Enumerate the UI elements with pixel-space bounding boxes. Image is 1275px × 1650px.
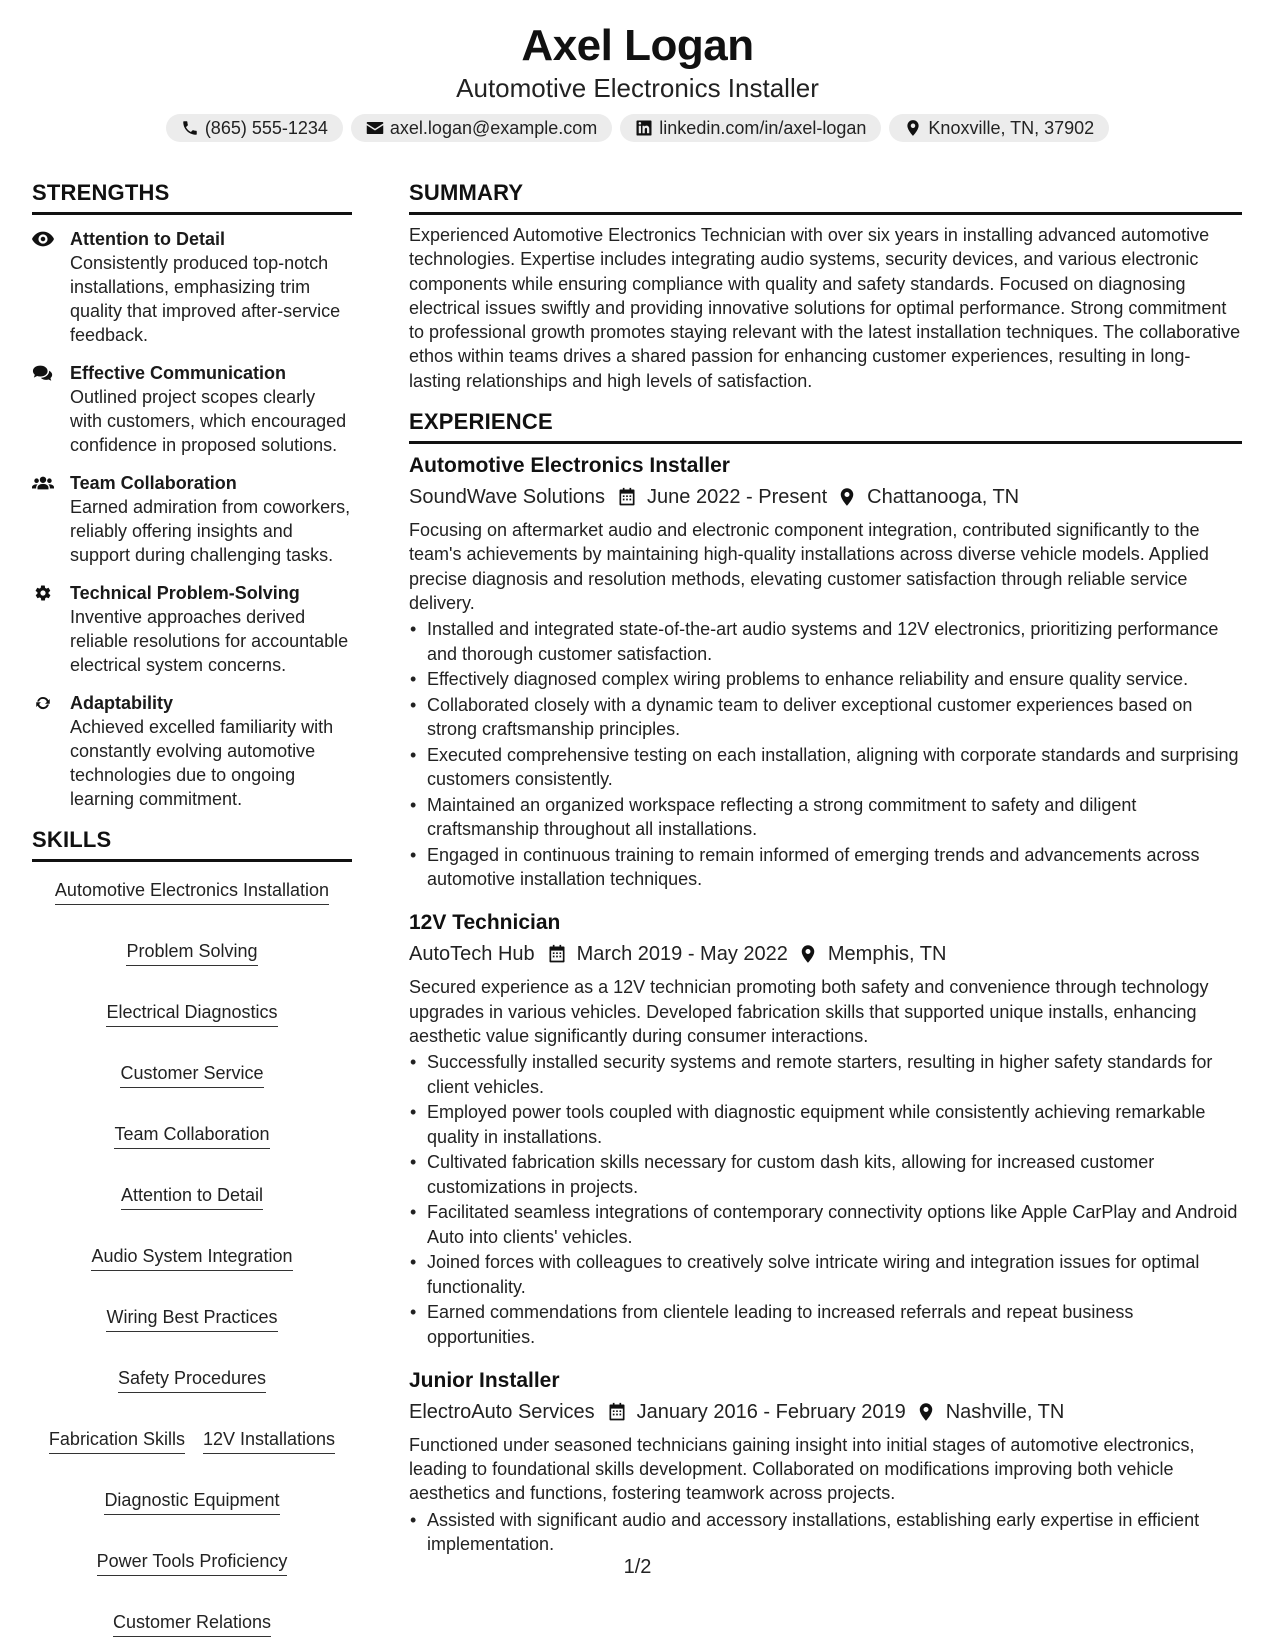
left-column [32, 178, 352, 1637]
summary-heading: SUMMARY [409, 178, 1242, 215]
skills-heading: SKILLS [32, 825, 352, 862]
bullet-item: • Employed power tools coupled with diagnostic equipment while consistently achieving remarkable quality in installations. [409, 1100, 1242, 1149]
comments-icon [32, 364, 54, 382]
users-icon [32, 474, 54, 492]
bullet-item: • Engaged in continuous training to remain informed of emerging trends and advancements across automotive installation techniques. [409, 843, 1242, 892]
candidate-title: Automotive Electronics Installer [456, 73, 819, 103]
skill-tag: Power Tools Proficiency [97, 1549, 288, 1576]
job-entry [409, 1367, 1242, 1556]
job-description: Focusing on aftermarket audio and electronic component integration, contributed significantly to the team's achievements by maintaining high-quality installations across diverse vehicle models. Applied precise diagnosis and resolution methods, elevating customer satisfaction through reliable service delivery. [409, 520, 1209, 613]
strength-title: Attention to Detail [70, 229, 225, 249]
page-number: 1/2 [623, 1556, 652, 1578]
job-meta [409, 939, 1242, 969]
sync-icon [32, 694, 54, 712]
eye-icon [32, 230, 54, 248]
linkedin-chip[interactable] [620, 114, 881, 142]
strength-description: Outlined project scopes clearly with customers, which encouraged confidence in proposed solutions. [70, 387, 347, 455]
candidate-name: Axel Logan [521, 21, 754, 70]
company-name: AutoTech Hub [409, 943, 535, 966]
company-name: SoundWave Solutions [409, 486, 606, 509]
calendar-icon [607, 1402, 627, 1422]
phone-chip[interactable] [166, 114, 343, 142]
skills-list [32, 878, 352, 1637]
bullet-item: • Effectively diagnosed complex wiring problems to enhance reliability and ensure quality service. [409, 667, 1242, 691]
strength-item [32, 471, 352, 567]
bullet-item: • Joined forces with colleagues to creatively solve intricate wiring and integration issues for optimal functionality. [409, 1250, 1242, 1299]
map-pin-icon [837, 487, 857, 507]
job-location: Memphis, TN [827, 943, 947, 966]
skill-tag: Automotive Electronics Installation [55, 878, 329, 905]
strength-item [32, 361, 352, 457]
bullet-item: • Maintained an organized workspace reflecting a strong commitment to safety and diligent craftsmanship throughout all installations. [409, 793, 1242, 842]
strength-description: Earned admiration from coworkers, reliably offering insights and support during challenging tasks. [70, 497, 351, 565]
job-location: Nashville, TN [945, 1400, 1065, 1423]
gear-icon [32, 584, 54, 602]
job-meta [409, 1397, 1242, 1427]
strength-title: Effective Communication [70, 363, 287, 383]
job-location: Chattanooga, TN [867, 486, 1020, 509]
bullet-item: • Earned commendations from clientele leading to increased referrals and repeat business opportunities. [409, 1300, 1242, 1349]
strength-description: Consistently produced top-notch installations, emphasizing trim quality that improved after-service feedback. [70, 253, 341, 345]
job-bullets [409, 617, 1242, 891]
skill-tag: Customer Service [120, 1061, 263, 1088]
job-title: 12V Technician [409, 911, 561, 935]
experience-heading: EXPERIENCE [409, 407, 1242, 444]
skill-tag: Audio System Integration [91, 1244, 292, 1271]
company-name: ElectroAuto Services [409, 1400, 595, 1423]
bullet-item: • Successfully installed security systems and remote starters, resulting in higher safety standards for client vehicles. [409, 1050, 1242, 1099]
strength-title: Technical Problem-Solving [70, 583, 300, 603]
calendar-icon [547, 944, 567, 964]
map-pin-icon [904, 119, 922, 137]
job-dates: March 2019 - May 2022 [576, 943, 788, 966]
resume-header [0, 20, 1275, 142]
job-title: Junior Installer [409, 1368, 560, 1392]
location-chip [889, 114, 1109, 142]
skill-tag: Fabrication Skills [49, 1427, 185, 1454]
job-description: Secured experience as a 12V technician promoting both safety and convenience through technology upgrades in various vehicles. Developed fabrication skills that supported unique installs, enhancing aesthetic value significantly during consumer interactions. [409, 977, 1209, 1047]
job-dates: January 2016 - February 2019 [636, 1400, 906, 1423]
bullet-item: • Cultivated fabrication skills necessary for custom dash kits, allowing for increased customer customizations in projects. [409, 1150, 1242, 1199]
skill-tag: Safety Procedures [118, 1366, 266, 1393]
calendar-icon [617, 487, 637, 507]
linkedin-icon [635, 119, 653, 137]
job-bullets [409, 1050, 1242, 1349]
location-text: Knoxville, TN, 37902 [928, 117, 1095, 138]
right-column [409, 178, 1242, 1558]
job-description: Functioned under seasoned technicians gaining insight into initial stages of automotive electronics, leading to foundational skills development. Collaborated on modifications improving both vehicle aesthetics and functions, fostering teamwork across projects. [409, 1434, 1195, 1504]
skill-tag: Customer Relations [113, 1610, 271, 1637]
strength-item [32, 581, 352, 677]
envelope-icon [366, 119, 384, 137]
strength-item [32, 691, 352, 811]
skill-tag: 12V Installations [203, 1427, 335, 1454]
linkedin-text: linkedin.com/in/axel-logan [659, 117, 867, 138]
bullet-item: • Installed and integrated state-of-the-art audio systems and 12V electronics, prioritizing performance and thorough customer satisfaction. [409, 617, 1242, 666]
bullet-item: • Collaborated closely with a dynamic team to deliver exceptional customer experiences based on strong craftsmanship principles. [409, 693, 1242, 742]
job-entry [409, 452, 1242, 891]
phone-text: (865) 555-1234 [204, 117, 328, 138]
job-entry [409, 909, 1242, 1348]
summary-text: Experienced Automotive Electronics Technician with over six years in installing advanced automotive technologies. Expertise includes integrating audio systems, security devices, and various electronic components while ensuring compliance with quality and safety standards. Focused on diagnosing electrical issues swiftly and providing innovative solutions for optimal performance. Strong commitment to professional growth promotes staying relevant with the latest installation techniques. The collaborative ethos within teams drives a shared passion for enhancing customer experiences, resulting in long-lasting relationships and high levels of satisfaction. [409, 225, 1241, 391]
map-pin-icon [798, 944, 818, 964]
strength-description: Inventive approaches derived reliable resolutions for accountable electrical system concerns. [70, 607, 349, 675]
strengths-list [32, 227, 352, 811]
job-bullets [409, 1508, 1242, 1557]
skill-tag: Diagnostic Equipment [104, 1488, 279, 1515]
map-pin-icon [916, 1402, 936, 1422]
experience-section [409, 407, 1242, 1556]
phone-icon [181, 119, 199, 137]
email-chip[interactable] [351, 114, 612, 142]
strength-title: Adaptability [70, 693, 174, 713]
skill-tag: Electrical Diagnostics [106, 1000, 277, 1027]
strengths-heading: STRENGTHS [32, 178, 352, 215]
skill-tag: Wiring Best Practices [106, 1305, 277, 1332]
summary-section [409, 178, 1242, 393]
job-dates: June 2022 - Present [647, 486, 828, 509]
strength-item [32, 227, 352, 347]
contact-bar [0, 114, 1275, 142]
job-title: Automotive Electronics Installer [409, 454, 730, 478]
skill-tag: Team Collaboration [114, 1122, 269, 1149]
strength-description: Achieved excelled familiarity with constantly evolving automotive technologies due to ongoing learning commitment. [70, 717, 334, 809]
email-text: axel.logan@example.com [389, 117, 598, 138]
bullet-item: • Executed comprehensive testing on each installation, aligning with corporate standards and surprising customers consistently. [409, 743, 1242, 792]
job-meta [409, 482, 1242, 512]
strength-title: Team Collaboration [70, 473, 237, 493]
skill-tag: Attention to Detail [121, 1183, 263, 1210]
skill-tag: Problem Solving [126, 939, 257, 966]
bullet-item: • Facilitated seamless integrations of contemporary connectivity options like Apple CarPlay and Android Auto into clients' vehicles. [409, 1200, 1242, 1249]
bullet-item: • Assisted with significant audio and accessory installations, establishing early expertise in efficient implementation. [409, 1508, 1242, 1557]
